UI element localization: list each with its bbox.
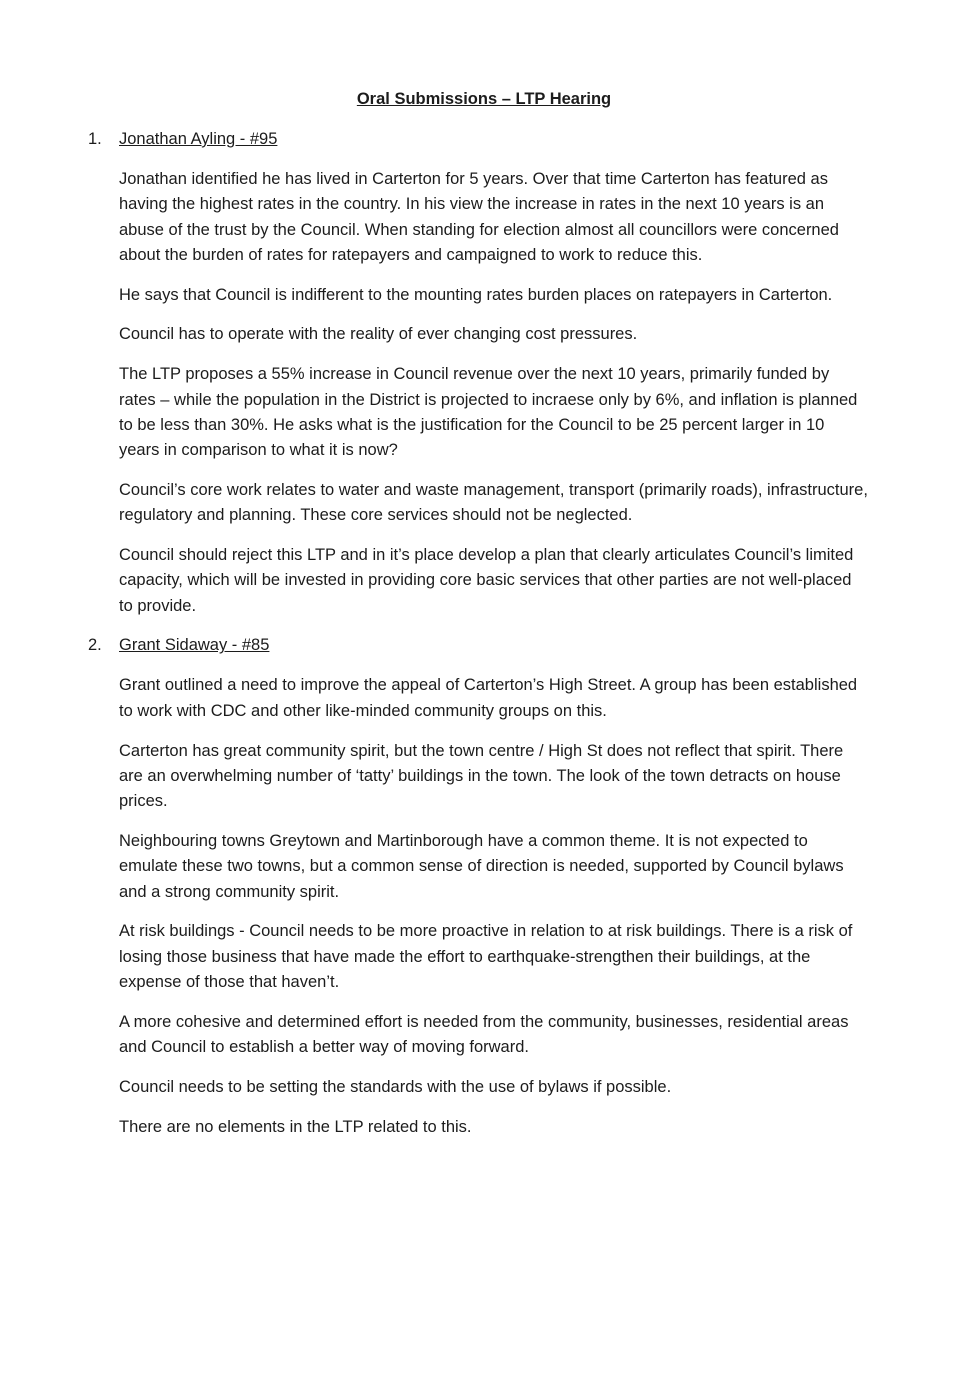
document-title: Oral Submissions – LTP Hearing xyxy=(356,90,612,108)
submission-number: 2. xyxy=(88,636,102,655)
paragraph: Carterton has great community spirit, but the town centre / High St does not reflect that spirit. There are an overwhelming number of ‘tatty’ buildings in the town. The look of the town detracts on house prices. xyxy=(119,741,844,811)
paragraph: Council needs to be setting the standards with the use of bylaws if possible. xyxy=(119,1077,672,1096)
submission-body xyxy=(88,167,868,619)
paragraph: Neighbouring towns Greytown and Martinborough have a common theme. It is not expected to emulate these two towns, but a common sense of direction is needed, supported by Council bylaws and a strong community spirit. xyxy=(119,831,844,901)
paragraph: Jonathan identified he has lived in Carterton for 5 years. Over that time Carterton has featured as having the highest rates in the country. In his view the increase in rates in the next 10 years is an abuse of the trust by the Council. When standing for election almost all councillors were concerned about the burden of rates for ratepayers and campaigned to work to reduce this. xyxy=(119,170,839,264)
submitter-name: Grant Sidaway - #85 xyxy=(119,636,270,655)
paragraph: There are no elements in the LTP related to this. xyxy=(119,1117,472,1136)
submission-2 xyxy=(88,633,868,1139)
paragraph: A more cohesive and determined effort is needed from the community, businesses, residential areas and Council to establish a better way of moving forward. xyxy=(119,1012,849,1057)
submission-heading xyxy=(88,127,868,151)
paragraph: The LTP proposes a 55% increase in Council revenue over the next 10 years, primarily funded by rates – while the population in the District is projected to incraese only by 6%, and inflation is planned to be less than 30%. He asks what is the justification for the Council to be 25 percent larger in 10 years in comparison to what it is now? xyxy=(119,365,858,460)
paragraph: At risk buildings - Council needs to be more proactive in relation to at risk buildings. There is a risk of losing those business that have made the effort to earthquake-strengthen their buildings, at the expense of those that haven’t. xyxy=(119,922,853,991)
paragraph: Grant outlined a need to improve the appeal of Carterton’s High Street. A group has been established to work with CDC and other like-minded community groups on this. xyxy=(119,676,858,720)
submission-body xyxy=(88,673,868,1139)
submission-1 xyxy=(88,127,868,619)
paragraph: Council should reject this LTP and in it’s place develop a plan that clearly articulates Council’s limited capacity, which will be invested in providing core basic services that other parties are not well-placed to provide. xyxy=(119,546,854,615)
submission-heading xyxy=(88,633,868,657)
paragraph: He says that Council is indifferent to the mounting rates burden places on ratepayers in Carterton. xyxy=(119,285,833,304)
paragraph: Council’s core work relates to water and waste management, transport (primarily roads), infrastructure, regulatory and planning. These core services should not be neglected. xyxy=(119,480,868,525)
submitter-name: Jonathan Ayling - #95 xyxy=(119,130,278,148)
paragraph: Council has to operate with the reality of ever changing cost pressures. xyxy=(119,325,638,344)
submission-number: 1. xyxy=(88,130,102,148)
